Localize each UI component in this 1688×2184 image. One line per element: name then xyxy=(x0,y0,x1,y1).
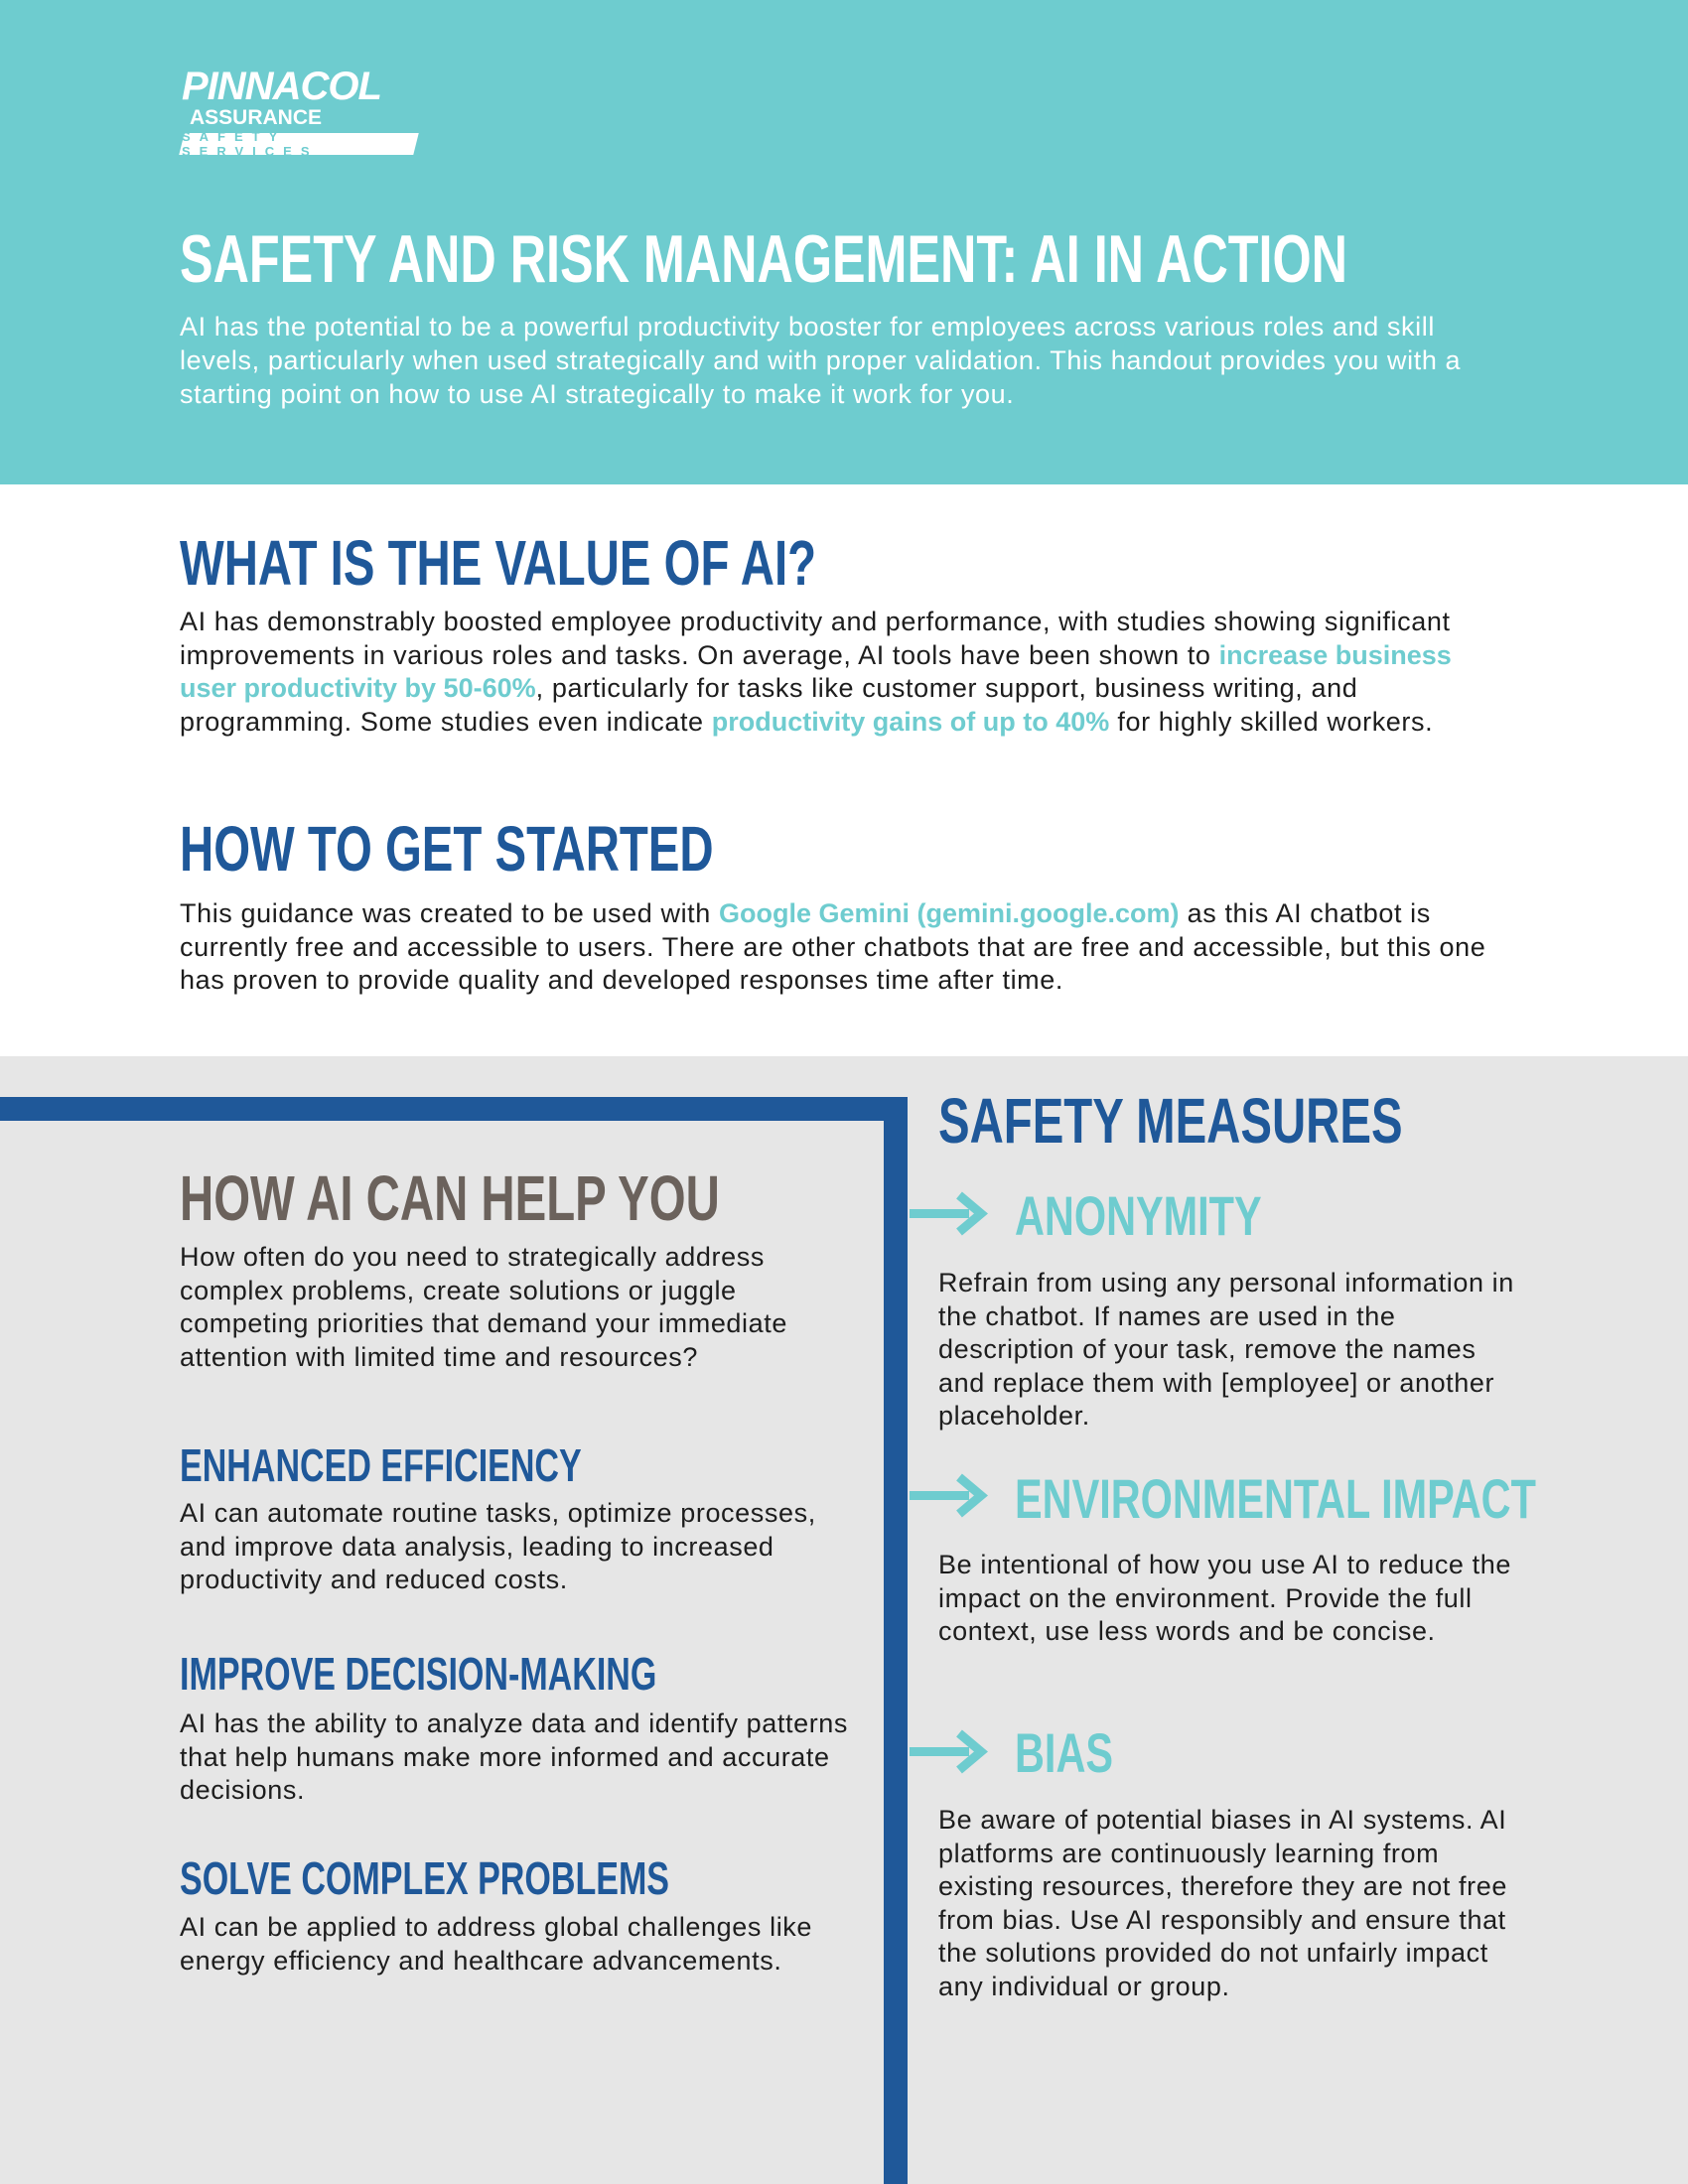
start-text: This guidance was created to be used with Google Gemini (gemini.google.com) as this AI chatbot is currently free and accessible to users. There are other chatbots that are free and accessible, but this one has proven to provide quality and developed responses time after time. xyxy=(180,898,1486,995)
logo-sub: ASSURANCE xyxy=(190,106,323,129)
page-title: SAFETY AND RISK MANAGEMENT: AI IN ACTION xyxy=(180,221,1348,297)
environmental-heading: ENVIRONMENTAL IMPACT xyxy=(1015,1467,1536,1530)
decision-heading: IMPROVE DECISION-MAKING xyxy=(180,1648,657,1700)
value-text: AI has demonstrably boosted employee productivity and performance, with studies showing significant improvements in various roles and tasks. On average, AI tools have been shown to increase business user productivity by 50-60%, particularly for tasks like customer support, business writing, and programming. Some studies even indicate productivity gains of up to 40% for highly skilled workers. xyxy=(180,607,1452,737)
anonymity-heading: ANONYMITY xyxy=(1015,1184,1262,1247)
decision-text: AI has the ability to analyze data and identify patterns that help humans make more informed and accurate decisions. xyxy=(180,1708,849,1805)
safety-heading: SAFETY MEASURES xyxy=(938,1085,1403,1157)
help-text: How often do you need to strategically address complex problems, create solutions or juggle competing priorities that demand your immediate attention with limited time and resources? xyxy=(180,1242,787,1372)
bias-heading: BIAS xyxy=(1015,1721,1114,1784)
logo-name: PINNACOL xyxy=(182,65,381,108)
efficiency-text: AI can automate routine tasks, optimize processes, and improve data analysis, leading to increased productivity and reduced costs. xyxy=(180,1498,816,1594)
frame-top-bar xyxy=(0,1097,908,1121)
problems-heading: SOLVE COMPLEX PROBLEMS xyxy=(180,1852,670,1904)
logo-tagline-bar xyxy=(179,129,418,159)
logo-tagline: SAFETY SERVICES xyxy=(182,129,319,159)
arrow-right-icon xyxy=(910,1729,993,1779)
arrow-right-icon xyxy=(910,1191,993,1241)
efficiency-heading: ENHANCED EFFICIENCY xyxy=(180,1439,582,1491)
environmental-text: Be intentional of how you use AI to reduce the impact on the environment. Provide the full context, use less words and be concise. xyxy=(938,1550,1511,1646)
bias-text: Be aware of potential biases in AI systems. AI platforms are continuously learning from existing resources, therefore they are not free from bias. Use AI responsibly and ensure that the solutions provided do not unfairly impact any individual or group. xyxy=(938,1805,1507,2001)
value-heading: WHAT IS THE VALUE OF AI? xyxy=(180,527,817,599)
problems-text: AI can be applied to address global challenges like energy efficiency and healthcare advancements. xyxy=(180,1912,813,1976)
gemini-link[interactable]: Google Gemini (gemini.google.com) xyxy=(719,898,1180,928)
frame-vertical-bar xyxy=(884,1097,908,2184)
anonymity-text: Refrain from using any personal information in the chatbot. If names are used in the description of your task, remove the names and replace them with [employee] or another placeholder. xyxy=(938,1268,1514,1431)
intro-text: AI has the potential to be a powerful productivity booster for employees across various roles and skill levels, particularly when used strategically and with proper validation. This handout provides you with a starting point on how to use AI strategically to make it work for you. xyxy=(180,312,1462,409)
gains-highlight: productivity gains of up to 40% xyxy=(711,706,1110,737)
productivity-highlight: increase business user productivity by 50-60% xyxy=(180,639,1452,703)
help-heading: HOW AI CAN HELP YOU xyxy=(180,1162,720,1234)
start-heading: HOW TO GET STARTED xyxy=(180,813,714,885)
arrow-right-icon xyxy=(910,1473,993,1523)
pinnacol-logo xyxy=(182,65,440,159)
